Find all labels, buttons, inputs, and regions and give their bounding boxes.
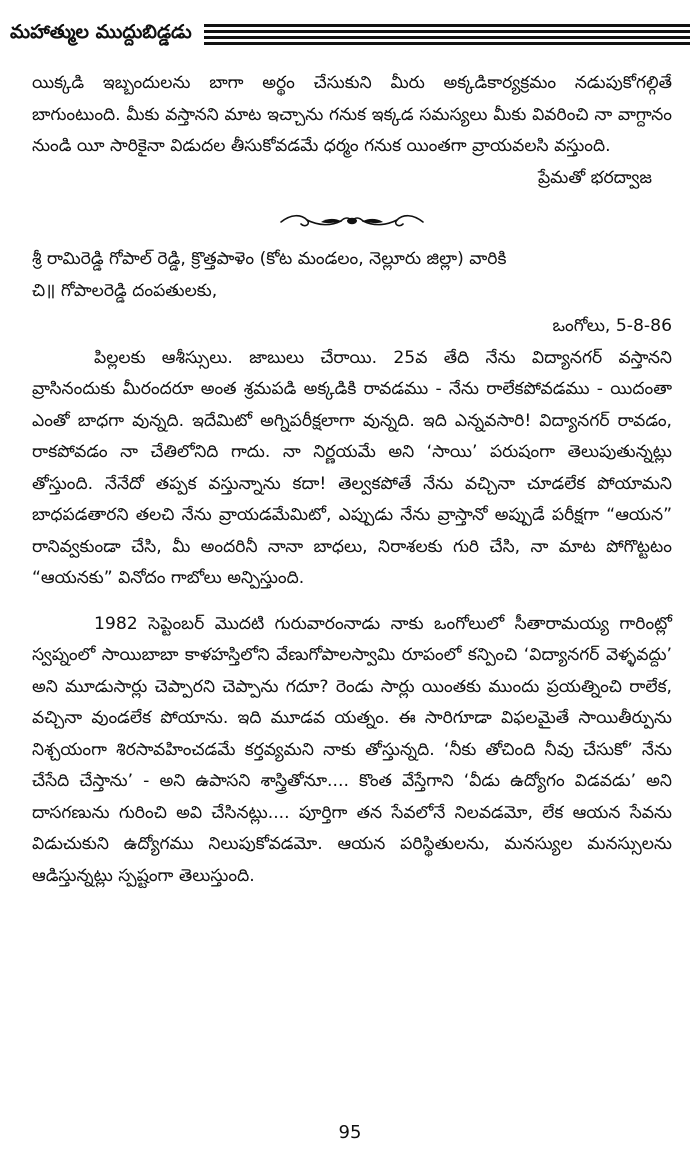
- header-rule-lines: [204, 24, 690, 45]
- header-rule: [204, 42, 690, 45]
- header-rule: [204, 30, 690, 33]
- header-rule: [204, 36, 690, 39]
- letter1-body: యిక్కడి ఇబ్బందులను బాగా అర్థం చేసుకుని మీరు అక్కడికార్యక్రమం నడుపుకోగల్గితే బాగుంటుంది. మీకు వస్తానని మాట ఇచ్చాను గనుక ఇక్కడ సమస్యలు మీకు వివరించి నా వాగ్దానం నుండి యీ సారికైనా విడుదల తీసుకోవడమే ధర్మం గనుక యింతగా వ్రాయవలసి వస్తుంది.: [32, 73, 672, 156]
- letter2-paragraph-1: పిల్లలకు ఆశీస్సులు. జాబులు చేరాయి. 25వ తేది నేను విద్యానగర్ వస్తానని వ్రాసినందుకు మీరందరూ అంత శ్రమపడి అక్కడికి రావడము - నేను రాలేకపోవడము - యిదంతా ఎంతో బాధగా వున్నది. ఇదేమిటో అగ్నిపరీక్షలాగా వున్నది. ఇది ఎన్నవసారి! విద్యానగర్ రావడం, రాకపోవడం నా చేతిలోనిది గాదు. నా నిర్ణయమే అని ‘సాయి’ పరుషంగా తెలుపుతున్నట్లు తోస్తుంది. నేనేదో తప్పక వస్తున్నాను కదా! తెల్వకపోతే నేను వచ్చినా చూడలేక పోయామని బాధపడతారని తలచి నేను వ్రాయడమేమిటో, ఎప్పుడు నేను వ్రాస్తానో అప్పుడే పరీక్షగా “ఆయన” రానివ్వకుండా చేసి, మీ అందరినీ నానా బాధలు, నిరాశలకు గురి చేసి, నా మాట పోగొట్టటం “ఆయనకు” వినోదం గాబోలు అన్పిస్తుంది.: [32, 347, 672, 588]
- letter2-place-date: ఒంగోలు, 5-8-86: [552, 316, 672, 336]
- letter2-address-line1: శ్రీ రామిరెడ్డి గోపాల్ రెడ్డి, క్రొత్తపాళెం (కోట మండలం, నెల్లూరు జిల్లా) వారికి: [32, 249, 507, 269]
- scroll-flourish-divider-icon: [32, 210, 672, 232]
- running-title: మహాత్ముల ముద్దుబిడ్డడు: [10, 20, 192, 43]
- page-content: [32, 68, 672, 892]
- letter2-paragraph-2: 1982 సెప్టెంబర్ మొదటి గురువారంనాడు నాకు ఒంగోలులో సీతారామయ్య గారింట్లో స్వప్నంలో సాయిబాబా కాళహస్తిలోని వేణుగోపాలస్వామి రూపంలో కన్పించి ‘విద్యానగర్ వెళ్ళవద్దు’ అని మూడుసార్లు చెప్పారని చెప్పాను గదూ? రెండు సార్లు యింతకు ముందు ప్రయత్నించి రాలేక, వచ్చినా వుండలేక పోయాను. ఇది మూడవ యత్నం. ఈ సారిగూడా విఫలమైతే సాయితీర్పును నిశ్చయంగా శిరసావహించడమే కర్తవ్యమని నాకు తోస్తున్నది. ‘నీకు తోచింది నీవు చేసుకో’ నేను చేసేది చేస్తాను’ - అని ఉపాసని శాస్త్రితోనూ.... కొంత వేస్తేగాని ‘వీడు ఉద్యోగం విడవడు’ అని దాసగణును గురించి అవి చేసినట్లు.... పూర్తిగా తన సేవలోనే నిలవడమో, లేక ఆయన సేవను విడుచుకుని ఉద్యోగము నిలుపుకోవడమో. ఆయన పరిస్థితులను, మనస్యుల మనస్సులను ఆడిస్తున్నట్లు స్పష్టంగా తెలుస్తుంది.: [32, 613, 672, 886]
- running-header: [10, 14, 690, 54]
- letter2-address-line2: చి॥ గోపాలరెడ్డి దంపతులకు,: [32, 280, 218, 301]
- paragraph-spacer: [32, 595, 672, 609]
- page-number: 95: [338, 1122, 362, 1143]
- header-rule: [204, 24, 690, 27]
- letter1-signoff: ప్రేమతో భరద్వాజ: [537, 167, 652, 188]
